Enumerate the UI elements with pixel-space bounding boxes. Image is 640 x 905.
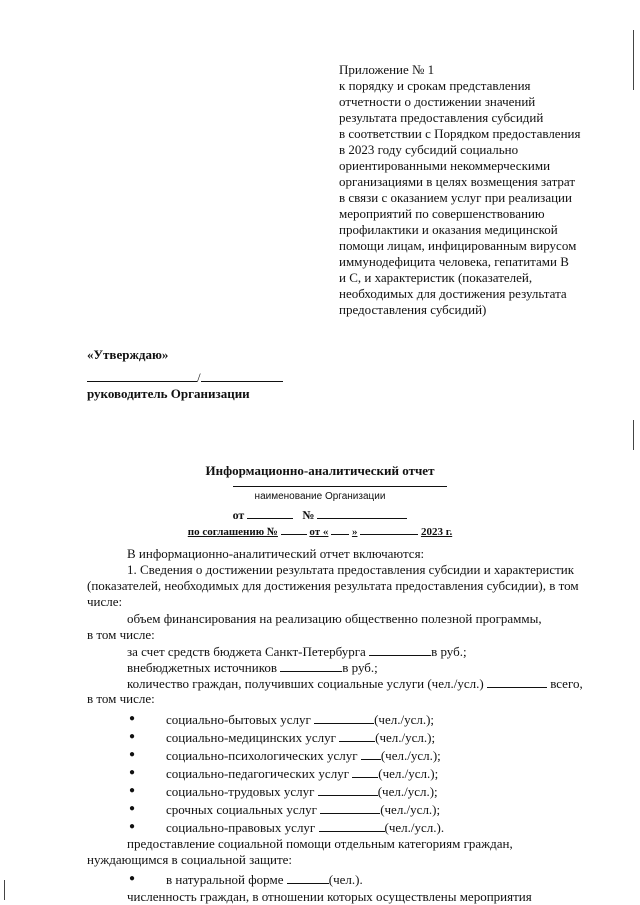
citizens-blank [487, 675, 547, 688]
social-help-line: нуждающимся в социальной защите: [87, 852, 293, 867]
appendix-line: в 2023 году субсидий социально [339, 142, 519, 157]
item1-line: (показателей, необходимых для достижения результата предоставления субсидии), в том [87, 578, 579, 593]
signature-slash: / [197, 370, 201, 385]
bullet-icon: ● [129, 731, 136, 742]
agreement-number-blank [281, 522, 307, 535]
appendix-line: организациями в целях возмещения затрат [339, 174, 576, 189]
service-label: социально-бытовых услуг [166, 712, 315, 727]
report-title: Информационно-аналитический отчет [205, 463, 435, 478]
natural-form-label: в натуральной форме [166, 872, 287, 887]
service-item [166, 747, 441, 764]
approval-block [87, 347, 283, 402]
scan-edge-mark [4, 880, 5, 900]
appendix-line: Приложение № 1 [339, 62, 435, 77]
service-unit: (чел./усл.); [374, 712, 435, 727]
appendix-line: отчетности о достижении значений [339, 94, 536, 109]
service-label: социально-правовых услуг [166, 820, 319, 835]
org-name-blank [233, 486, 447, 487]
appendix-line: необходимых для достижения результата [339, 286, 567, 301]
report-date-number-line [0, 506, 640, 523]
bullet-icon: ● [129, 803, 136, 814]
item1-line: числе: [87, 594, 123, 609]
service-label: срочных социальных услуг [166, 802, 321, 817]
approve-title: «Утверждаю» [87, 347, 169, 362]
bullet-icon: ● [129, 713, 136, 724]
appendix-line: предоставления субсидий) [339, 302, 487, 317]
appendix-line: профилактики и оказания медицинской [339, 222, 558, 237]
citizens-label: количество граждан, получивших социальные услуги (чел./усл.) [127, 676, 487, 691]
appendix-line: ориентированными некоммерческими [339, 158, 551, 173]
service-unit: (чел./усл.); [378, 766, 439, 781]
date-blank [247, 506, 293, 519]
appendix-line: в соответствии с Порядком предоставления [339, 126, 581, 141]
intro-text: В информационно-аналитический отчет включаются: [127, 546, 425, 561]
service-blank [339, 729, 375, 742]
name-blank [201, 369, 283, 382]
service-label: социально-педагогических услуг [166, 766, 353, 781]
from-label: от [232, 508, 245, 522]
extra-budget-label: внебюджетных источников [127, 660, 281, 675]
service-blank [352, 765, 378, 778]
appendix-line: мероприятий по совершенствованию [339, 206, 545, 221]
citizens-total: всего, [546, 676, 583, 691]
budget-line [127, 643, 467, 660]
service-blank [361, 747, 381, 760]
bullet-icon: ● [129, 785, 136, 796]
service-item [166, 819, 444, 836]
appendix-line: помощи лицам, инфицированным вирусом [339, 238, 577, 253]
budget-unit: в руб.; [431, 644, 467, 659]
appendix-line: к порядку и срокам представления [339, 78, 531, 93]
item1-line: 1. Сведения о достижении результата предоставления субсидии и характеристик [127, 562, 575, 577]
service-blank [314, 711, 374, 724]
budget-label: за счет средств бюджета Санкт-Петербурга [127, 644, 370, 659]
signer-position: руководитель Организации [87, 386, 250, 401]
appendix-heading [339, 62, 601, 318]
service-unit: (чел./усл.); [380, 748, 441, 763]
service-item [166, 765, 438, 782]
scan-edge-mark [633, 420, 634, 450]
service-blank [319, 819, 385, 832]
agreement-line [0, 522, 640, 538]
extra-budget-line [127, 659, 378, 676]
service-label: социально-психологических услуг [166, 748, 361, 763]
service-blank [320, 801, 380, 814]
count-line: численность граждан, в отношении которых осуществлены мероприятия [127, 889, 532, 904]
natural-form-unit: (чел.). [328, 872, 363, 887]
bullet-icon: ● [129, 767, 136, 778]
service-label: социально-медицинских услуг [166, 730, 340, 745]
service-blank [318, 783, 378, 796]
service-unit: (чел./усл.); [377, 784, 438, 799]
service-item [166, 729, 435, 746]
appendix-line: иммунодефицита человека, гепатитами В [339, 254, 569, 269]
service-item [166, 783, 438, 800]
service-unit: (чел./усл.); [380, 802, 441, 817]
budget-blank [369, 643, 431, 656]
agreement-year: 2023 г. [420, 526, 453, 538]
service-item [166, 801, 440, 818]
extra-budget-blank [280, 659, 342, 672]
number-blank [317, 506, 407, 519]
social-help-line: предоставление социальной помощи отдельным категориям граждан, [127, 836, 513, 851]
extra-budget-unit: в руб.; [342, 660, 378, 675]
service-unit: (чел./усл.); [375, 730, 436, 745]
signature-line [87, 369, 283, 386]
service-item [166, 711, 434, 728]
agreement-from: от « [309, 526, 329, 538]
scan-edge-mark [633, 30, 634, 90]
number-label: № [302, 508, 315, 522]
org-name-caption: наименование Организации [254, 491, 386, 502]
service-label: социально-трудовых услуг [166, 784, 318, 799]
signature-blank [87, 369, 197, 382]
agreement-prefix: по соглашению № [187, 526, 278, 538]
bullet-icon: ● [129, 873, 136, 884]
natural-form-item [166, 871, 363, 888]
service-unit: (чел./усл.). [384, 820, 445, 835]
bullet-icon: ● [129, 749, 136, 760]
agreement-month-blank [360, 522, 418, 535]
agreement-day-blank [331, 522, 349, 535]
citizens-line: в том числе: [87, 691, 155, 706]
appendix-line: в связи с оказанием услуг при реализации [339, 190, 572, 205]
funding-line: в том числе: [87, 627, 155, 642]
appendix-line: и С, и характеристик (показателей, [339, 270, 533, 285]
appendix-line: результата предоставления субсидий [339, 110, 544, 125]
agreement-close: » [351, 526, 358, 538]
citizens-line [127, 675, 583, 692]
funding-line: объем финансирования на реализацию общественно полезной программы, [127, 611, 542, 626]
natural-form-blank [287, 871, 329, 884]
bullet-icon: ● [129, 821, 136, 832]
